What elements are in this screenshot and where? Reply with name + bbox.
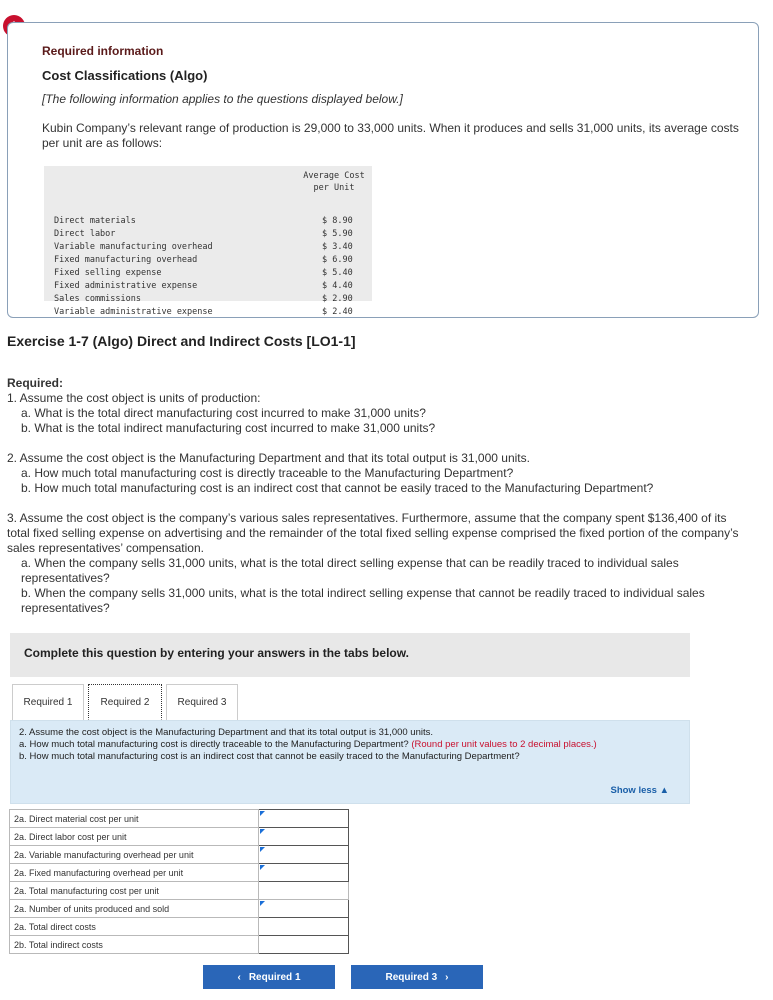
table-row — [10, 918, 349, 936]
table-row — [10, 828, 349, 846]
answer-table — [9, 809, 349, 954]
cost-header-line1: Average Cost — [303, 171, 365, 181]
cost-row — [54, 306, 364, 319]
cost-value: $ 5.40 — [322, 268, 353, 278]
question-3b: b. When the company sells 31,000 units, what is the total indirect selling expense that cannot be readily traced to individual sales representatives? — [21, 586, 705, 615]
cost-value: $ 4.40 — [322, 281, 353, 291]
cost-label: Sales commissions — [54, 294, 141, 304]
question-2a: a. How much total manufacturing cost is directly traceable to the Manufacturing Department? — [21, 466, 514, 480]
tab-required-3[interactable]: Required 3 — [166, 684, 238, 720]
prev-button-label: Required 1 — [248, 971, 301, 983]
cost-label: Fixed manufacturing overhead — [54, 255, 198, 265]
next-required-3-button[interactable] — [351, 965, 483, 989]
answer-label: 2a. Direct material cost per unit — [10, 810, 259, 828]
info-note: [The following information applies to the questions displayed below.] — [42, 92, 403, 106]
next-button-label: Required 3 — [385, 971, 438, 983]
info-intro: Kubin Company’s relevant range of production is 29,000 to 33,000 units. When it produces and sells 31,000 units, its average costs per unit are as follows: — [42, 121, 739, 150]
round-note: (Round per unit values to 2 decimal places.) — [411, 739, 597, 750]
complete-question-banner: Complete this question by entering your answers in the tabs below. — [10, 633, 690, 677]
required-information-heading: Required information — [42, 44, 164, 58]
question-1b: b. What is the total indirect manufacturing cost incurred to make 31,000 units? — [21, 421, 436, 435]
cost-value: $ 8.90 — [322, 216, 353, 226]
answer-total — [259, 882, 348, 899]
chevron-right-icon: › — [445, 971, 449, 983]
cost-table-header — [294, 170, 374, 194]
answer-label: 2a. Variable manufacturing overhead per unit — [10, 846, 259, 864]
input-marker-icon — [260, 811, 265, 816]
cost-row — [54, 254, 364, 267]
required-heading: Required: — [7, 376, 64, 390]
answer-input-cell[interactable] — [259, 900, 349, 918]
required-information-box — [7, 22, 759, 318]
cost-row — [54, 241, 364, 254]
cost-label: Fixed selling expense — [54, 268, 162, 278]
answer-input[interactable] — [259, 900, 348, 917]
question-panel — [10, 720, 690, 804]
question-3a: a. When the company sells 31,000 units, what is the total direct selling expense that can be readily traced to individual sales representatives? — [21, 556, 679, 585]
question-2: 2. Assume the cost object is the Manufacturing Department and that its total output is 31,000 units. — [7, 451, 530, 465]
cost-row — [54, 293, 364, 306]
input-marker-icon — [260, 901, 265, 906]
table-row — [10, 864, 349, 882]
cost-header-line2: per Unit — [313, 183, 355, 193]
answer-label: 2a. Fixed manufacturing overhead per unit — [10, 864, 259, 882]
answer-input[interactable] — [259, 846, 348, 863]
cost-label: Variable manufacturing overhead — [54, 242, 213, 252]
prev-required-1-button[interactable] — [203, 965, 335, 989]
answer-label: 2a. Direct labor cost per unit — [10, 828, 259, 846]
cost-row — [54, 280, 364, 293]
cost-row — [54, 267, 364, 280]
cost-label: Direct labor — [54, 229, 116, 239]
question-1a: a. What is the total direct manufacturing cost incurred to make 31,000 units? — [21, 406, 426, 420]
required-section-1 — [7, 376, 757, 436]
cost-label: Variable administrative expense — [54, 307, 213, 317]
answer-input[interactable] — [259, 810, 348, 827]
answer-input-cell[interactable] — [259, 828, 349, 846]
answer-input-cell[interactable] — [259, 918, 349, 936]
answer-label: 2b. Total indirect costs — [10, 936, 259, 954]
panel-line-1: 2. Assume the cost object is the Manufacturing Department and that its total output is 31,000 units. — [19, 727, 434, 738]
required-section-3 — [7, 511, 752, 616]
table-row — [10, 846, 349, 864]
panel-line-2-text: a. How much total manufacturing cost is directly traceable to the Manufacturing Department? — [19, 739, 409, 750]
cost-value: $ 3.40 — [322, 242, 353, 252]
answer-input-cell[interactable] — [259, 864, 349, 882]
cost-value: $ 6.90 — [322, 255, 353, 265]
input-marker-icon — [260, 829, 265, 834]
tab-required-1[interactable]: Required 1 — [12, 684, 84, 720]
answer-input-cell[interactable] — [259, 846, 349, 864]
cost-value: $ 2.40 — [322, 307, 353, 317]
cost-value: $ 5.90 — [322, 229, 353, 239]
info-title: Cost Classifications (Algo) — [42, 68, 208, 83]
answer-input[interactable] — [259, 864, 348, 881]
table-row — [10, 810, 349, 828]
show-less-link[interactable]: Show less ▲ — [610, 785, 669, 796]
answer-label: 2a. Total manufacturing cost per unit — [10, 882, 259, 900]
required-section-2 — [7, 451, 757, 496]
answer-total-cell — [259, 882, 349, 900]
cost-row — [54, 215, 364, 228]
average-cost-table — [44, 166, 372, 317]
chevron-left-icon: ‹ — [237, 971, 241, 983]
panel-line-3: b. How much total manufacturing cost is an indirect cost that cannot be easily traced to the Manufacturing Department? — [19, 751, 520, 762]
cost-value: $ 2.90 — [322, 294, 353, 304]
answer-input[interactable] — [259, 918, 348, 935]
tab-required-2[interactable]: Required 2 — [88, 684, 162, 720]
answer-input-cell[interactable] — [259, 810, 349, 828]
exercise-title: Exercise 1-7 (Algo) Direct and Indirect Costs [LO1-1] — [7, 333, 356, 349]
answer-input[interactable] — [259, 828, 348, 845]
answer-label: 2a. Number of units produced and sold — [10, 900, 259, 918]
question-3: 3. Assume the cost object is the company’s various sales representatives. Furthermore, assume that the company spent $136,400 of its total fixed selling expense on advertising and the remainder of the total fixed selling expense comprised the fixed portion of the company’s sales representatives’ compensation. — [7, 511, 739, 555]
cost-label: Direct materials — [54, 216, 136, 226]
answer-input[interactable] — [259, 936, 348, 953]
table-row — [10, 882, 349, 900]
input-marker-icon — [260, 865, 265, 870]
table-row — [10, 936, 349, 954]
answer-input-cell[interactable] — [259, 936, 349, 954]
cost-row — [54, 228, 364, 241]
cost-label: Fixed administrative expense — [54, 281, 198, 291]
question-2b: b. How much total manufacturing cost is an indirect cost that cannot be easily traced to the Manufacturing Department? — [21, 481, 654, 495]
answer-label: 2a. Total direct costs — [10, 918, 259, 936]
table-row — [10, 900, 349, 918]
question-1: 1. Assume the cost object is units of production: — [7, 391, 261, 405]
panel-line-2 — [19, 739, 681, 751]
input-marker-icon — [260, 847, 265, 852]
